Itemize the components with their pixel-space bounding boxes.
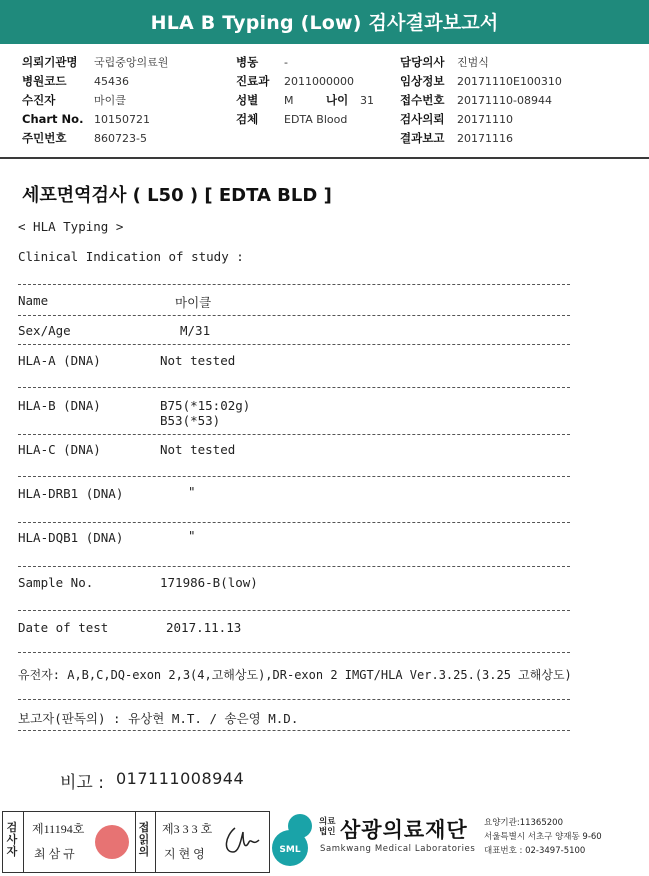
header-value: - xyxy=(284,56,288,69)
section-title: 세포면역검사 ( L50 ) [ EDTA BLD ] xyxy=(22,185,332,206)
header-value: 국립중앙의료원 xyxy=(94,56,169,69)
report-title: HLA B Typing (Low) 검사결과보고서 xyxy=(150,12,499,34)
dashed-rule xyxy=(18,434,570,435)
row-label-hla-dqb1: HLA-DQB1 (DNA) xyxy=(18,530,124,545)
age-value: 31 xyxy=(360,94,374,107)
dashed-rule xyxy=(18,522,570,523)
header-value: 20171110-08944 xyxy=(457,94,552,107)
header-label: 주민번호 xyxy=(22,131,67,145)
inspector-seal-icon xyxy=(95,825,129,859)
logo-text: SML xyxy=(279,845,301,855)
header-value: 10150721 xyxy=(94,113,150,126)
org-address: 서울특별시 서초구 양재동 9-60 xyxy=(484,832,602,842)
signature-divider xyxy=(155,812,156,872)
row-value-hla-b-1: B75(*15:02g) xyxy=(160,398,251,413)
header-label: 담당의사 xyxy=(400,55,445,69)
header-value: 45436 xyxy=(94,75,129,88)
header-value: 20171116 xyxy=(457,132,513,145)
remark-label: 비고 : xyxy=(60,773,104,793)
header-label: 접수번호 xyxy=(400,93,445,107)
row-value-hla-b-2: B53(*53) xyxy=(160,413,221,428)
header-value: 20171110 xyxy=(457,113,513,126)
institution-code: 요양기관:11365200 xyxy=(484,818,563,828)
row-label-hla-drb1: HLA-DRB1 (DNA) xyxy=(18,486,124,501)
header-column-1 xyxy=(22,53,168,148)
reviewer-label: 접읽의 xyxy=(138,821,150,858)
reporter-note: 보고자(판독의) : 유상현 M.T. / 송은영 M.D. xyxy=(18,711,299,726)
header-label: 검사의뢰 xyxy=(400,112,445,126)
header-value: EDTA Blood xyxy=(284,113,348,126)
dashed-rule xyxy=(18,476,570,477)
clinical-indication: Clinical Indication of study : xyxy=(18,249,244,264)
sml-logo-icon xyxy=(270,810,320,866)
row-value-sample-no: 171986-B(low) xyxy=(160,575,258,590)
header-label: 성별 xyxy=(236,93,259,107)
header-column-2 xyxy=(236,53,374,129)
header-label: 병원코드 xyxy=(22,74,67,88)
row-value-date-of-test: 2017.11.13 xyxy=(166,620,242,635)
header-label: 진료과 xyxy=(236,74,270,88)
org-phone: 대표번호 : 02-3497-5100 xyxy=(484,846,586,856)
header-label: 임상정보 xyxy=(400,74,445,88)
header-label: 수진자 xyxy=(22,93,56,107)
row-value-hla-drb1: " xyxy=(188,484,196,499)
method-note: 유전자: A,B,C,DQ-exon 2,3(4,고해상도),DR-exon 2 IMGT/HLA Ver.3.25.(3.25 고해상도) xyxy=(18,668,572,682)
footer xyxy=(0,808,649,876)
header-value: 마이클 xyxy=(94,94,126,107)
dashed-rule xyxy=(18,566,570,567)
row-value-hla-a: Not tested xyxy=(160,353,236,368)
signature-divider xyxy=(23,812,24,872)
row-label-hla-a: HLA-A (DNA) xyxy=(18,353,101,368)
header-label: 의뢰기관명 xyxy=(22,55,78,69)
header-value: M xyxy=(284,94,294,107)
inspector-name: 최 삼 규 xyxy=(34,847,75,861)
row-value-hla-dqb1: " xyxy=(188,528,196,543)
header-value: 진범식 xyxy=(457,56,489,69)
reviewer-signature-icon xyxy=(221,822,263,860)
header-label: 병동 xyxy=(236,55,259,69)
dashed-rule xyxy=(18,730,570,731)
row-label-name: Name xyxy=(18,293,49,308)
org-kind: 의료 법인 xyxy=(319,817,336,837)
header-column-3 xyxy=(400,53,562,148)
row-label-hla-b: HLA-B (DNA) xyxy=(18,398,101,413)
header-value: 2011000000 xyxy=(284,75,354,88)
signature-box xyxy=(2,811,270,873)
inspector-license: 제11194호 xyxy=(32,822,85,836)
row-label-hla-c: HLA-C (DNA) xyxy=(18,442,101,457)
inspector-label: 검사자 xyxy=(6,821,18,858)
header-label: 결과보고 xyxy=(400,131,445,145)
dashed-rule xyxy=(18,315,570,316)
typing-heading: < HLA Typing > xyxy=(18,219,124,234)
dashed-rule xyxy=(18,387,570,388)
dashed-rule xyxy=(18,344,570,345)
row-label-sample-no: Sample No. xyxy=(18,575,94,590)
remark-value: 017111008944 xyxy=(116,769,245,788)
reviewer-license: 제3 3 3 호 xyxy=(162,822,213,836)
signature-divider xyxy=(135,812,136,872)
row-label-sex-age: Sex/Age xyxy=(18,323,71,338)
row-label-date-of-test: Date of test xyxy=(18,620,109,635)
dashed-rule xyxy=(18,699,570,700)
header-value: 860723-5 xyxy=(94,132,147,145)
org-name: 삼광의료재단 xyxy=(340,818,468,842)
header-label: 검체 xyxy=(236,112,259,126)
reviewer-name: 지 현 영 xyxy=(164,847,205,861)
dashed-rule xyxy=(18,652,570,653)
dashed-rule xyxy=(18,610,570,611)
age-label: 나이 xyxy=(326,93,349,107)
row-value-name: 마이클 xyxy=(175,295,212,310)
dashed-rule xyxy=(18,284,570,285)
org-english: Samkwang Medical Laboratories xyxy=(320,844,476,854)
header-value: 20171110E100310 xyxy=(457,75,562,88)
row-value-hla-c: Not tested xyxy=(160,442,236,457)
header-divider xyxy=(0,157,649,159)
header-label: Chart No. xyxy=(22,112,84,126)
row-value-sex-age: M/31 xyxy=(180,323,211,338)
